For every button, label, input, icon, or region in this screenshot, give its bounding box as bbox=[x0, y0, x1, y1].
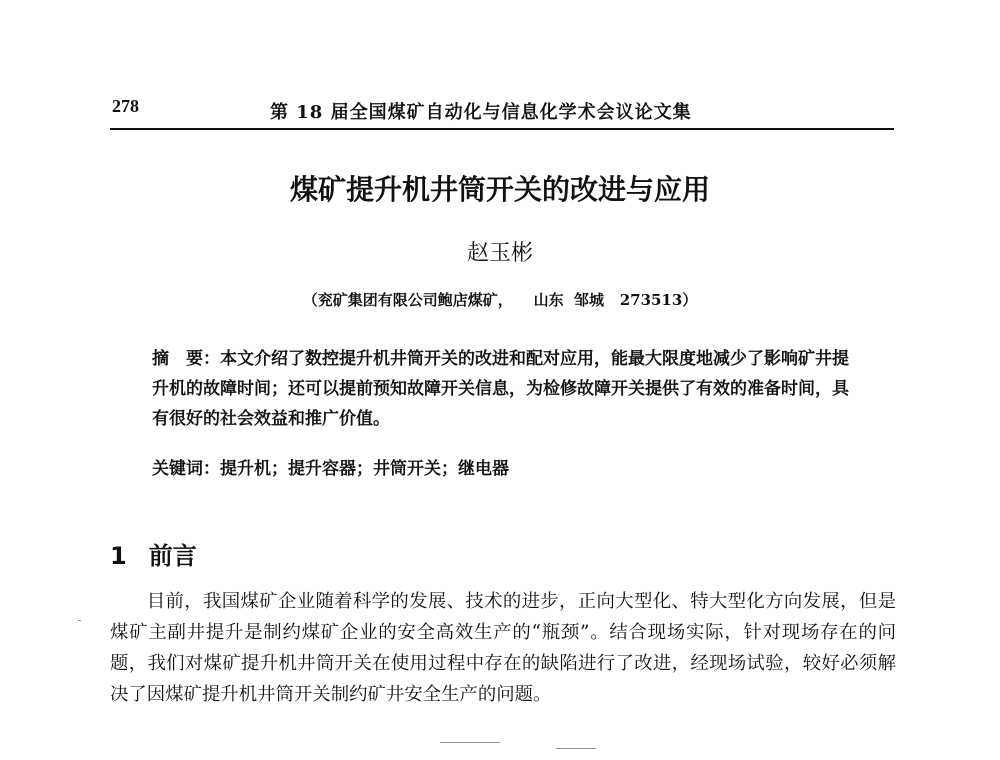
scan-speck bbox=[556, 748, 596, 749]
abstract-label: 摘 要： bbox=[152, 349, 220, 369]
section-heading bbox=[110, 536, 197, 571]
abstract-text: 本文介绍了数控提升机井筒开关的改进和配对应用，能最大限度地减少了影响矿井提升机的故障时间；还可以提前预知故障开关信息，为检修故障开关提供了有效的准备时间，具有很好的社会效益和推广价值。 bbox=[152, 349, 849, 429]
body-paragraph: 目前，我国煤矿企业随着科学的发展、技术的进步，正向大型化、特大型化方向发展，但是煤矿主副井提升是制约煤矿企业的安全高效生产的“瓶颈”。结合现场实际，针对现场存在的问题，我们对煤矿提升机井筒开关在使用过程中存在的缺陷进行了改进，经现场试验，较好必须解决了因煤矿提升机井筒开关制约矿井安全生产的问题。 bbox=[110, 591, 896, 705]
abstract bbox=[152, 344, 852, 434]
keywords bbox=[152, 454, 509, 479]
running-header-title: 第 18 届全国煤矿自动化与信息化学术会议论文集 bbox=[270, 102, 692, 123]
scan-speck bbox=[78, 620, 81, 621]
header-rule bbox=[110, 128, 894, 130]
keywords-text: 提升机；提升容器；井筒开关；继电器 bbox=[220, 459, 509, 479]
section-number: 1 bbox=[110, 542, 127, 570]
author-name: 赵玉彬 bbox=[466, 241, 533, 266]
paper-title: 煤矿提升机井筒开关的改进与应用 bbox=[289, 173, 710, 206]
author-affiliation: （兖矿集团有限公司鲍店煤矿， 山东 邹城 273513） bbox=[302, 291, 698, 309]
page-number: 278 bbox=[112, 96, 139, 116]
section-title: 前言 bbox=[148, 542, 197, 570]
scan-speck bbox=[440, 742, 500, 743]
keywords-label: 关键词： bbox=[152, 459, 220, 479]
